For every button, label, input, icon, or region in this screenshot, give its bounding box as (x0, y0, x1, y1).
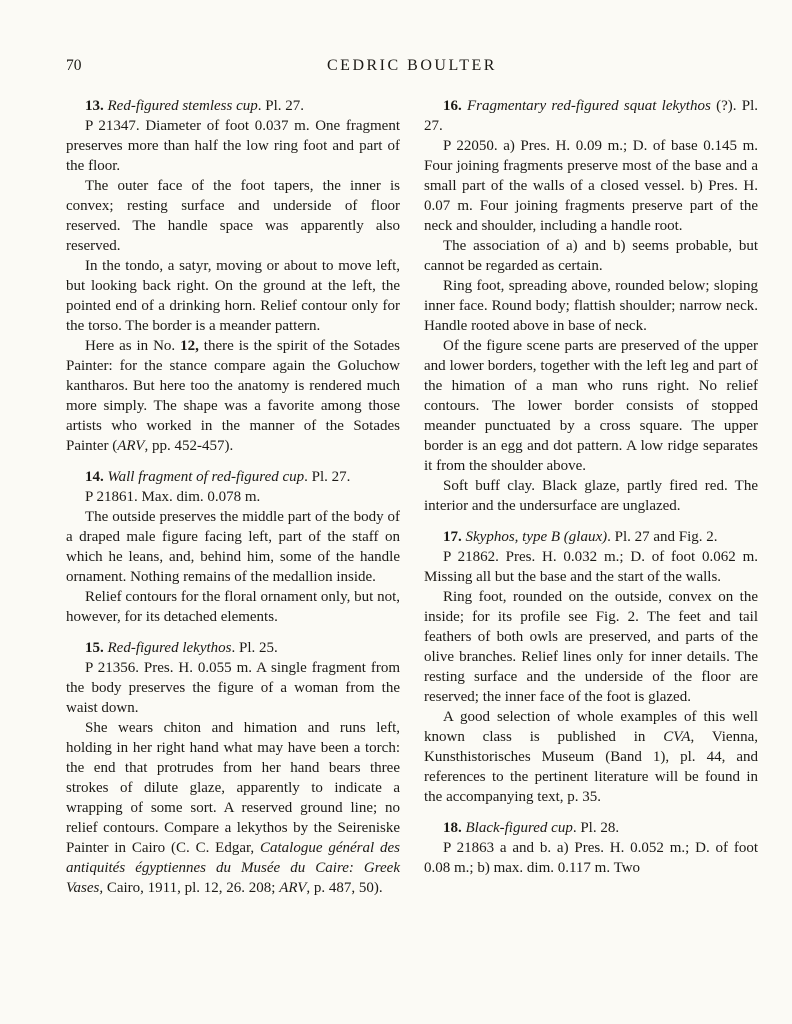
page-header (66, 57, 758, 75)
catalog-entry (66, 638, 400, 898)
text-run: ARV (117, 438, 145, 454)
page-number: 70 (66, 57, 82, 74)
entry-paragraph (66, 336, 400, 456)
entry-heading (424, 818, 758, 838)
text-run: Catalogue général des antiquités égyptiennes du Musée du Caire: Greek Vases, (66, 840, 400, 896)
text-run: . Pl. 28. (572, 820, 620, 836)
text-run: , Vienna, Kunsthistorisches Museum (Band 1), pl. 44, and references to the pertinent literature will be found in the accompanying text, p. 35. (424, 729, 758, 805)
text-run: Red-figured stemless cup (103, 98, 258, 114)
text-run: 16. (443, 98, 462, 114)
right-column (424, 96, 758, 898)
text-run: She wears chiton and himation and runs left, holding in her right hand what may have been a torch: the end that protrudes from her hand bears three strokes of dilute glaze, apparently to indicate a wrapping of some sort. A reserved ground line; no relief contours. Compare a lekythos by the Seireniske Painter in Cairo (C. C. Edgar, (66, 720, 400, 856)
text-columns (66, 96, 758, 898)
text-run: Cairo, 1911, pl. 12, 26. 208; (103, 880, 280, 896)
text-run: 12, (180, 338, 199, 354)
text-run: Wall fragment of red-figured cup (103, 469, 305, 485)
text-run: The association of a) and b) seems probable, but cannot be regarded as certain. (424, 238, 758, 274)
catalog-entry (66, 96, 400, 456)
text-run: CVA (663, 729, 691, 745)
entry-paragraph (66, 256, 400, 336)
catalog-entry (424, 527, 758, 807)
entry-paragraph (66, 587, 400, 627)
text-run: Relief contours for the floral ornament only, but not, however, for its detached elements. (66, 589, 400, 625)
text-run: . Pl. 27. (304, 469, 351, 485)
entry-paragraph (424, 336, 758, 476)
catalog-entry (424, 96, 758, 516)
text-run: P 21861. Max. dim. 0.078 m. (85, 489, 261, 505)
text-run: . Pl. 27 and Fig. 2. (607, 529, 718, 545)
text-run: Fragmentary red-figured squat lekythos (461, 98, 711, 114)
text-run: P 22050. a) Pres. H. 0.09 m.; D. of base 0.145 m. Four joining fragments preserve most of the base and a small part of the walls of a closed vessel. b) Pres. H. 0.07 m. Four joining fragments preserve part of the neck and shoulder, including a handle root. (424, 138, 758, 234)
text-run: A good selection of whole examples of this well known class is published in (424, 709, 758, 745)
entry-paragraph (424, 587, 758, 707)
entry-heading (424, 527, 758, 547)
text-run: , p. 487, 50). (306, 880, 383, 896)
entry-paragraph (424, 476, 758, 516)
entry-paragraph (424, 236, 758, 276)
text-run: The outside preserves the middle part of the body of a draped male figure facing left, part of the staff on which he leans, and, behind him, some of the handle ornament. Nothing remains of the medallion inside. (66, 509, 400, 585)
entry-heading (66, 638, 400, 658)
text-run: Ring foot, spreading above, rounded below; sloping inner face. Round body; flattish shoulder; narrow neck. Handle rooted above in base of neck. (424, 278, 758, 334)
text-run: Black-figured cup (461, 820, 573, 836)
text-run: there is the spirit of the Sotades Painter: for the stance compare again the Goluchow kantharos. But here too the anatomy is rendered much more simply. The shape was a favorite among those artists who worked in the manner of the Sotades Painter ( (66, 338, 400, 454)
text-run: . Pl. 27. (257, 98, 305, 114)
text-run: , pp. 452-457). (144, 438, 234, 454)
text-run: ARV (279, 880, 307, 896)
entry-heading (66, 96, 400, 116)
entry-paragraph (66, 507, 400, 587)
text-run: 13. (85, 98, 104, 114)
text-run: . Pl. 25. (231, 640, 278, 656)
text-run: 15. (85, 640, 104, 656)
entry-paragraph (424, 707, 758, 807)
text-run: P 21356. Pres. H. 0.055 m. A single fragment from the body preserves the figure of a woman from the waist down. (66, 660, 400, 716)
text-run: Red-figured lekythos (103, 640, 232, 656)
text-run: (?). Pl. 27. (424, 98, 758, 134)
running-header: CEDRIC BOULTER (327, 57, 497, 74)
text-run: P 21347. Diameter of foot 0.037 m. One fragment preserves more than half the low ring foot and part of the floor. (66, 118, 400, 174)
entry-paragraph (66, 718, 400, 898)
text-run: Here as in No. (85, 338, 181, 354)
text-run: P 21863 a and b. a) Pres. H. 0.052 m.; D. of foot 0.08 m.; b) max. dim. 0.117 m. Two (424, 840, 758, 876)
text-run: Soft buff clay. Black glaze, partly fired red. The interior and the undersurface are unglazed. (424, 478, 758, 514)
text-run: P 21862. Pres. H. 0.032 m.; D. of foot 0.062 m. Missing all but the base and the start of the walls. (424, 549, 758, 585)
left-column (66, 96, 400, 898)
entry-heading (424, 96, 758, 136)
text-run: In the tondo, a satyr, moving or about to move left, but looking back right. On the ground at the left, the pointed end of a drinking horn. Relief contour only for the torso. The border is a meander pattern. (66, 258, 400, 334)
entry-paragraph (66, 116, 400, 176)
text-run: 17. (443, 529, 462, 545)
entry-paragraph (66, 176, 400, 256)
text-run: Skyphos, type B (glaux) (461, 529, 608, 545)
catalog-entry (66, 467, 400, 627)
entry-paragraph (424, 136, 758, 236)
entry-paragraph (66, 487, 400, 507)
text-run: The outer face of the foot tapers, the inner is convex; resting surface and underside of floor reserved. The handle space was apparently also reserved. (66, 178, 400, 254)
catalog-entry (424, 818, 758, 878)
entry-paragraph (424, 838, 758, 878)
text-run: 14. (85, 469, 104, 485)
text-run: Ring foot, rounded on the outside, convex on the inside; for its profile see Fig. 2. The feet and tail feathers of both owls are preserved, and parts of the olive branches. Relief lines only for inner details. The resting surface and the underside of the floor are reserved; the inner face of the foot is glazed. (424, 589, 758, 705)
text-run: 18. (443, 820, 462, 836)
entry-paragraph (424, 547, 758, 587)
entry-heading (66, 467, 400, 487)
entry-paragraph (424, 276, 758, 336)
entry-paragraph (66, 658, 400, 718)
text-run: Of the figure scene parts are preserved of the upper and lower borders, together with the left leg and part of the himation of a man who runs right. No relief contours. The lower border consists of stopped meander punctuated by a cross square. The upper border is an egg and dot pattern. A low ridge separates it from the shoulder above. (424, 338, 758, 474)
